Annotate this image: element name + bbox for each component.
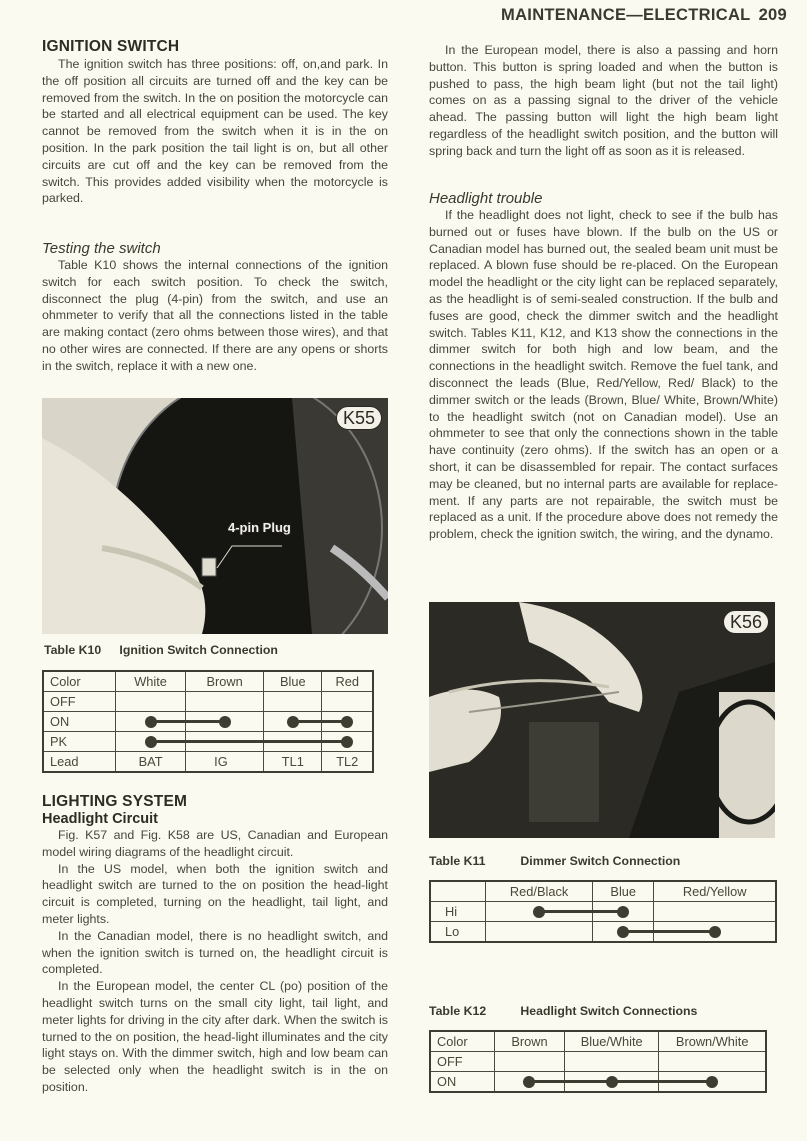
table-row [43,752,373,773]
table-cell: OFF [43,692,116,712]
headlight-plug-photo-illustration [42,398,388,634]
table-cell: Brown [186,671,264,692]
headlight-trouble-heading: Headlight trouble [429,190,543,207]
running-header [501,6,787,25]
dimmer-switch-wiring-photo-illustration [429,602,775,838]
table-cell: Lead [43,752,116,773]
european-model-paragraph: In the European model, there is also a passing and horn button. This button is spring loaded and when the button is pushed to pass, the high beam light (but not the tail light) comes on as a passing signal to the driver of the vehicle ahead. The passing button will light the high beam light regardless of the headlight switch position, and the button will spring back and turn the light off as soon as it is released. [429,43,778,158]
table-row [430,922,776,943]
table-cell: Red [322,671,373,692]
table-cell: White [116,671,186,692]
table-k12-title: Headlight Switch Connections [520,1004,698,1018]
table-row [43,692,373,712]
connection-dot [145,716,157,728]
headlight-trouble-section [429,190,778,543]
connection-dot [606,1076,618,1088]
section-title: MAINTENANCE—ELECTRICAL [501,6,751,24]
table-cell: Blue [264,671,322,692]
table-k10-number: Table K10 [44,643,102,657]
headlight-circuit-heading: Headlight Circuit [42,811,159,827]
table-k11-caption [429,854,680,868]
connection-dot [341,736,353,748]
lighting-system-heading: LIGHTING SYSTEM [42,793,188,810]
table-cell: Color [43,671,116,692]
table-row [430,1031,766,1052]
connection-dot [219,716,231,728]
table-cell [430,881,486,902]
table-k11-number: Table K11 [429,854,486,868]
table-cell: IG [186,752,264,773]
table-k12-number: Table K12 [429,1004,487,1018]
page-number: 209 [758,6,787,24]
connection-dot [145,736,157,748]
table-cell: Brown [494,1031,564,1052]
table-cell: ON [430,1072,494,1093]
table-cell: Lo [430,922,486,943]
table-cell: BAT [116,752,186,773]
passing-button-section [429,42,778,160]
table-cell: Color [430,1031,494,1052]
table-cell: Hi [430,902,486,922]
connection-line [151,740,348,743]
connection-line [293,720,348,723]
figure-k56-badge: K56 [723,610,769,634]
table-k10-caption [44,643,278,657]
connection-dot [617,926,629,938]
table-cell: PK [43,732,116,752]
table-k11-title: Dimmer Switch Connection [520,854,681,868]
connection-line [529,1080,712,1083]
connection-line [623,930,715,933]
table-k12-caption [429,1004,697,1018]
ignition-switch-heading: IGNITION SWITCH [42,38,180,55]
figure-k55-photo [42,398,388,634]
headlight-trouble-paragraph: If the headlight does not light, check to see if the bulb has burned out or fuses have blown. If the bulb on the US or Canadian model has burned out, the sealed beam unit must be replaced. A blown fuse should be re-placed. On the European model the headlight or the city light can be replaced separately, as the headlight is of semi-sealed construction. If the bulb and fuses are good, check the dimmer switch and the headlight switch. Tables K11, K12, and K13 show the connections in the dimmer switch for both high and low beam, and the connections in the headlight switch. Remove the fuel tank, and disconnect the leads (Blue, Red/Yellow, Red/ Black) to the dimmer switch or the leads (Brown, Blue/ White, Brown/White) to the headlight switch (not on Canadian model). Use an ohmmeter to see that only the connections shown in the table have continuity (zero ohms). If the switch has an open or a short, it can be disassembled for repair. The contact surfaces may be cleaned, but no internal parts are available for replace-ment. If any parts are not repairable, the switch must be replaced as a unit. If the procedure above does not remedy the problem, check the ignition switch, the wiring, and the dynamo. [429,208,778,542]
connection-line [539,910,623,913]
table-row [43,671,373,692]
lighting-paragraph: In the European model, the center CL (po) position of the headlight switch turns on the small city light, tail light, and meter lights for driving in the city after dark. When the switch is turned to the on position, the head-light illuminates and the city light stays on. With the dimmer switch, high and low beam can be selected only when the headlight switch is in the on position. [42,979,388,1094]
ignition-switch-section [42,38,388,207]
lighting-paragraph: In the US model, when both the ignition switch and headlight switch are turned to the on position the head-light circuit is completed, turning on the headlight, tail light, and meter lights. [42,861,388,926]
table-cell: TL1 [264,752,322,773]
connection-dot [709,926,721,938]
four-pin-plug-callout: 4-pin Plug [228,520,291,535]
connection-dot [341,716,353,728]
table-cell: Blue/White [564,1031,658,1052]
connection-dot [533,906,545,918]
table-k10-title: Ignition Switch Connection [119,643,278,657]
testing-paragraph: Table K10 shows the internal connections of the ignition switch for each switch position. To check the switch, disconnect the plug (4-pin) from the switch, and use an ohmmeter to verify that all the connections listed in the table are making contact (zero ohms between those wires), and that no other wires are connected. If there are any opens or shorts in the switch, replace it with a new one. [42,258,388,373]
connection-line [151,720,225,723]
lighting-paragraph: In the Canadian model, there is no headlight switch, and when the ignition switch is turned on, the headlight circuit is completed. [42,928,388,977]
figure-k56-photo [429,602,775,838]
connection-dot [617,906,629,918]
lighting-paragraph: Fig. K57 and Fig. K58 are US, Canadian and European model wiring diagrams of the headlight circuit. [42,828,388,859]
testing-heading: Testing the switch [42,240,161,257]
table-cell: ON [43,712,116,732]
lighting-system-section [42,793,388,1096]
connection-dot [287,716,299,728]
table-cell: Blue [593,881,654,902]
figure-k55-badge: K55 [336,406,382,430]
table-cell: OFF [430,1052,494,1072]
table-cell: Red/Yellow [654,881,776,902]
table-row [430,1052,766,1072]
table-cell: Red/Black [486,881,593,902]
table-row [430,881,776,902]
ignition-switch-paragraph: The ignition switch has three positions: off, on,and park. In the off position all circuits are turned off and the key can be removed from the switch. In the on position the motorcycle can be started and all electrical equipment can be used. The key cannot be removed from the switch when it is in the on position. In the park position the tail light is on, but all other circuits are cut off and the key can be removed from the switch. This provides added visibility when the motorcycle is parked. [42,57,388,206]
testing-section [42,240,388,375]
table-cell: Brown/White [659,1031,766,1052]
table-cell: TL2 [322,752,373,773]
